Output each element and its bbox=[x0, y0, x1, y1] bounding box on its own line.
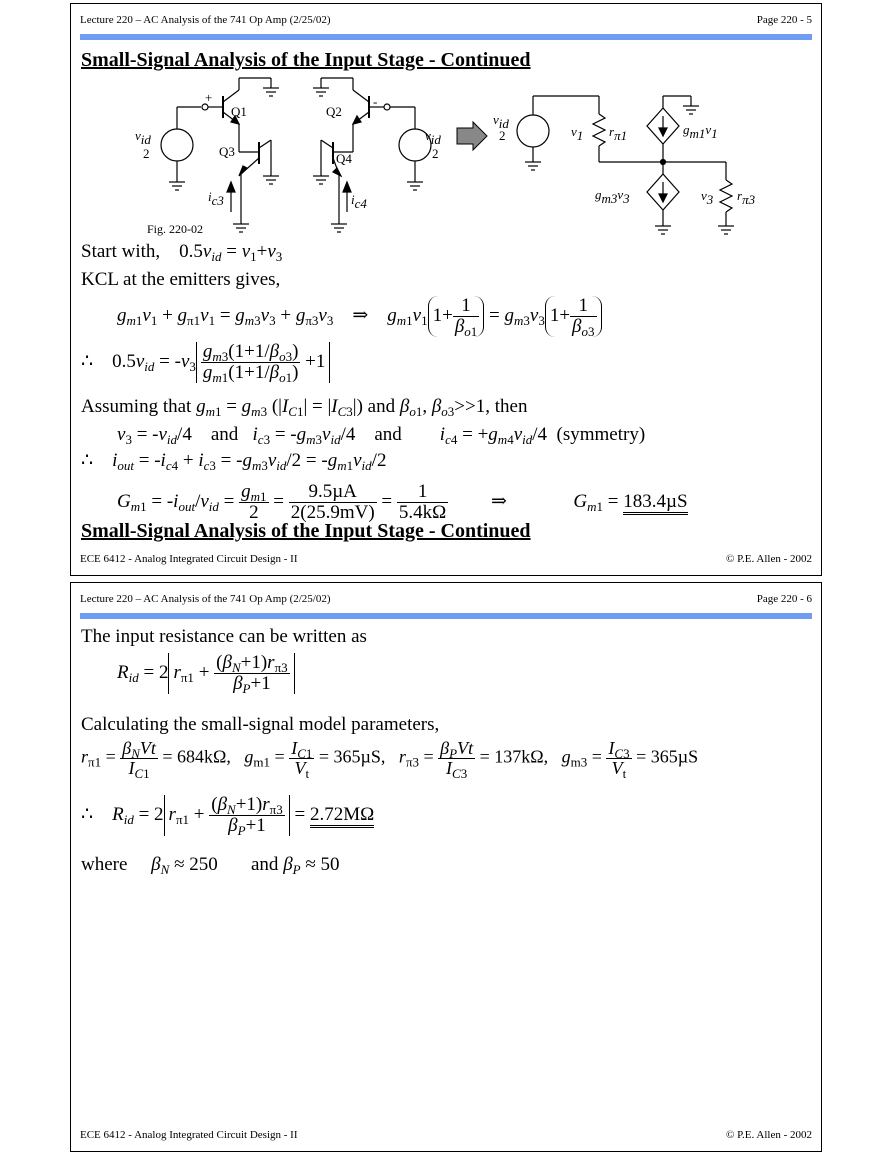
label-ic3: $i_{c3}$ bbox=[208, 189, 224, 208]
start-with-line: Start with, $0.5v_{id} = v_1+v_3$ bbox=[81, 241, 283, 264]
params-line: $r_{\pi 1}$ = $\frac{\beta_NVt}{I_{C1}}$ = 684kΩ, $g_{m1}$ = $\frac{I_{C1}}{V_t}$ = 365µS, $r_{\pi 3}$ = $\frac{\beta_PVt}{I_{C3}}$ = 137kΩ, $g_{m3}$ = $\frac{I_{C3}}{V_t}$ = 365µS bbox=[81, 738, 699, 781]
rid-result: 2.72MΩ bbox=[310, 804, 374, 828]
rid-result-line: ∴ $R_{id} = 2$ $r_{\pi 1}$ + $\frac{(\beta_N+1)r_{\pi 3}}{\beta_P+1}$ = 2.72MΩ bbox=[81, 794, 375, 838]
figure-labels bbox=[71, 64, 821, 239]
slide-page-5 bbox=[70, 3, 822, 576]
iout-line: ∴ $i_{out} = -i_{c4} + i_{c3} = -g_{m3}v_{id}/2 = -g_{m1}v_{id}/2$ bbox=[81, 450, 387, 473]
label-ic4: $i_{c4}$ bbox=[351, 192, 367, 211]
where-line: where $\beta_N \approx 250$ and $\beta_P \approx 50$ bbox=[81, 854, 340, 877]
footer-left: ECE 6412 - Analog Integrated Circuit Design - II bbox=[80, 1129, 298, 1141]
vid-equation: ∴ $0.5v_{id} = -v_3$ $\frac{g_{m3}(1+1/\beta_{o3})}{g_{m1}(1+1/\beta_{o1})}$ +1 bbox=[81, 342, 330, 383]
label-gm1v1: $g_{m1}v_1$ bbox=[683, 122, 718, 141]
label-rpi1: $r_{\pi 1}$ bbox=[609, 124, 628, 143]
label-plus-q1: + bbox=[205, 90, 213, 105]
slide-title: Small-Signal Analysis of the Input Stage - Continued bbox=[81, 49, 531, 71]
page-number: Page 220 - 6 bbox=[756, 593, 812, 605]
label-two-model: 2 bbox=[499, 128, 506, 143]
label-two-right: 2 bbox=[432, 146, 439, 161]
footer-right: © P.E. Allen - 2002 bbox=[726, 1129, 812, 1141]
footer-left: ECE 6412 - Analog Integrated Circuit Design - II bbox=[80, 553, 298, 565]
kcl-equation: $g_{m1}v_1 + g_{\pi 1}v_1 = g_{m3}v_3 + g_{\pi 3}v_3$ ⇒ $g_{m1}v_1$ 1+ $\frac{1}{\beta_{o1}}$ = $g_{m3}v_3$ 1+ $\frac{1}{\beta_{o3}}$ bbox=[117, 296, 602, 337]
repeat-title: Small-Signal Analysis of the Input Stage - Continued bbox=[81, 520, 531, 542]
label-vid-right: $v_{id}$ bbox=[425, 128, 441, 147]
slide-footer bbox=[80, 1129, 812, 1141]
label-vid-left: $v_{id}$ bbox=[135, 128, 151, 147]
label-gm3v3: $g_{m3}v_3$ bbox=[595, 187, 630, 206]
gm1-result: 183.4µS bbox=[623, 491, 687, 515]
figure-caption: Fig. 220-02 bbox=[147, 222, 204, 236]
header-bar bbox=[80, 613, 812, 619]
slide-page-6 bbox=[70, 582, 822, 1152]
slide-header bbox=[80, 14, 812, 26]
kcl-line: KCL at the emitters gives, bbox=[81, 269, 281, 290]
v3-ic3-ic4-line: $v_3 = -v_{id}/4$ and $i_{c3} = -g_{m3}v_{id}/4$ and $i_{c4} = +g_{m4}v_{id}/4$ (symmetry) bbox=[117, 424, 646, 447]
header-left: Lecture 220 – AC Analysis of the 741 Op Amp (2/25/02) bbox=[80, 593, 331, 605]
header-bar bbox=[80, 34, 812, 40]
label-v1: $v_1$ bbox=[571, 124, 584, 143]
label-vid-model: $v_{id}$ bbox=[493, 112, 509, 131]
label-q4: Q4 bbox=[336, 151, 352, 166]
input-resistance-intro: The input resistance can be written as bbox=[81, 626, 367, 647]
label-minus-q2: - bbox=[373, 94, 378, 109]
label-rpi3: $r_{\pi 3}$ bbox=[737, 188, 756, 207]
slide-footer bbox=[80, 553, 812, 565]
label-two-left: 2 bbox=[143, 146, 150, 161]
slide-header bbox=[80, 593, 812, 605]
label-v3: $v_3$ bbox=[701, 188, 714, 207]
page-number: Page 220 - 5 bbox=[756, 14, 812, 26]
gm1-equation: $G_{m1} = -i_{out}/v_{id}$ = $\frac{g_{m1}}{2}$ = $\frac{\text{9.5µA}}{2(25.9mV)}$ = $\frac{1}{5.4k\Omega}$ ⇒ $G_{m1} = 183.4\mu S$ bbox=[117, 481, 688, 523]
label-q1: Q1 bbox=[231, 104, 247, 119]
calc-params-intro: Calculating the small-signal model parameters, bbox=[81, 714, 440, 735]
assuming-line: Assuming that $g_{m1} = g_{m3}$ $(|I_{C1}| = |I_{C3}|)$ and $\beta_{o1}$, $\beta_{o3}>>1$, then bbox=[81, 396, 528, 419]
label-q2: Q2 bbox=[326, 104, 342, 119]
label-q3: Q3 bbox=[219, 144, 235, 159]
rid-expression: $R_{id} = 2$ $r_{\pi 1}$ + $\frac{(\beta_N+1)r_{\pi 3}}{\beta_P+1}$ bbox=[117, 653, 295, 694]
header-left: Lecture 220 – AC Analysis of the 741 Op Amp (2/25/02) bbox=[80, 14, 331, 26]
footer-right: © P.E. Allen - 2002 bbox=[726, 553, 812, 565]
